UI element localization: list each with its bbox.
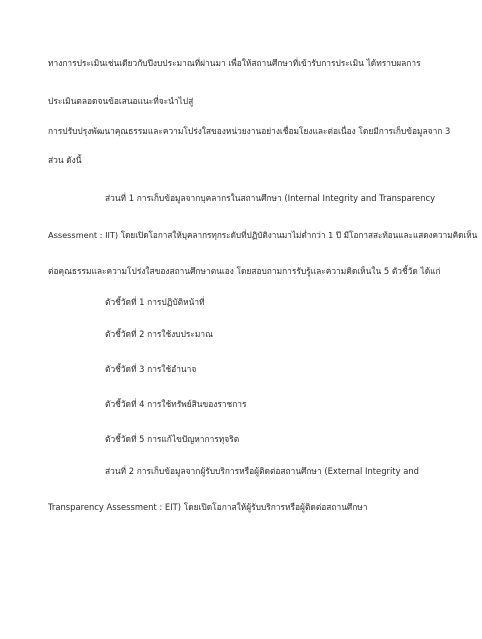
paragraph-line-2: ประเมินตลอดจนข้อเสนอแนะที่จะนำไปสู่ [48,96,194,106]
indicator-2: ตัวชี้วัดที่ 2 การใช้งบประมาณ [105,329,213,339]
paragraph-line-1: ทางการประเมินเช่นเดียวกับปีงบประมาณที่ผ่านมา เพื่อให้สถานศึกษาที่เข้ารับการประเมิน ได้ทราบผลการ [48,58,421,68]
paragraph-line-7: ต่อคุณธรรมและความโปร่งใสของสถานศึกษาตนเอง โดยสอบถามการรับรู้และความคิดเห็นใน 5 ตัวชี้วัด ได้แก่ [48,266,441,276]
indicator-3: ตัวชี้วัดที่ 3 การใช้อำนาจ [105,364,197,374]
part-1-heading: ส่วนที่ 1 การเก็บข้อมูลจากบุคลากรในสถานศึกษา (Internal Integrity and Transparency [105,193,436,203]
paragraph-line-6: Assessment : IIT) โดยเปิดโอกาสให้บุคลากรทุกระดับที่ปฏิบัติงานมาไม่ต่ำกว่า 1 ปี มีโอกาสสะท้อนและแสดงความคิดเห็น [48,230,478,240]
part-2-heading: ส่วนที่ 2 การเก็บข้อมูลจากผู้รับบริการหรือผู้ติดต่อสถานศึกษา (External Integrity and [105,466,419,476]
indicator-5: ตัวชี้วัดที่ 5 การแก้ไขปัญหาการทุจริต [105,434,240,444]
paragraph-line-14: Transparency Assessment : EIT) โดยเปิดโอกาสให้ผู้รับบริการหรือผู้ติดต่อสถานศึกษา [48,502,368,512]
paragraph-line-3: การปรับปรุงพัฒนาคุณธรรมและความโปร่งใสของหน่วยงานอย่างเชื่อมโยงและต่อเนื่อง โดยมีการเก็บข้อมูลจาก 3 [48,126,451,136]
indicator-1: ตัวชี้วัดที่ 1 การปฏิบัติหน้าที่ [105,297,205,307]
paragraph-line-4: ส่วน ดังนี้ [48,155,82,165]
indicator-4: ตัวชี้วัดที่ 4 การใช้ทรัพย์สินของราชการ [105,399,247,409]
